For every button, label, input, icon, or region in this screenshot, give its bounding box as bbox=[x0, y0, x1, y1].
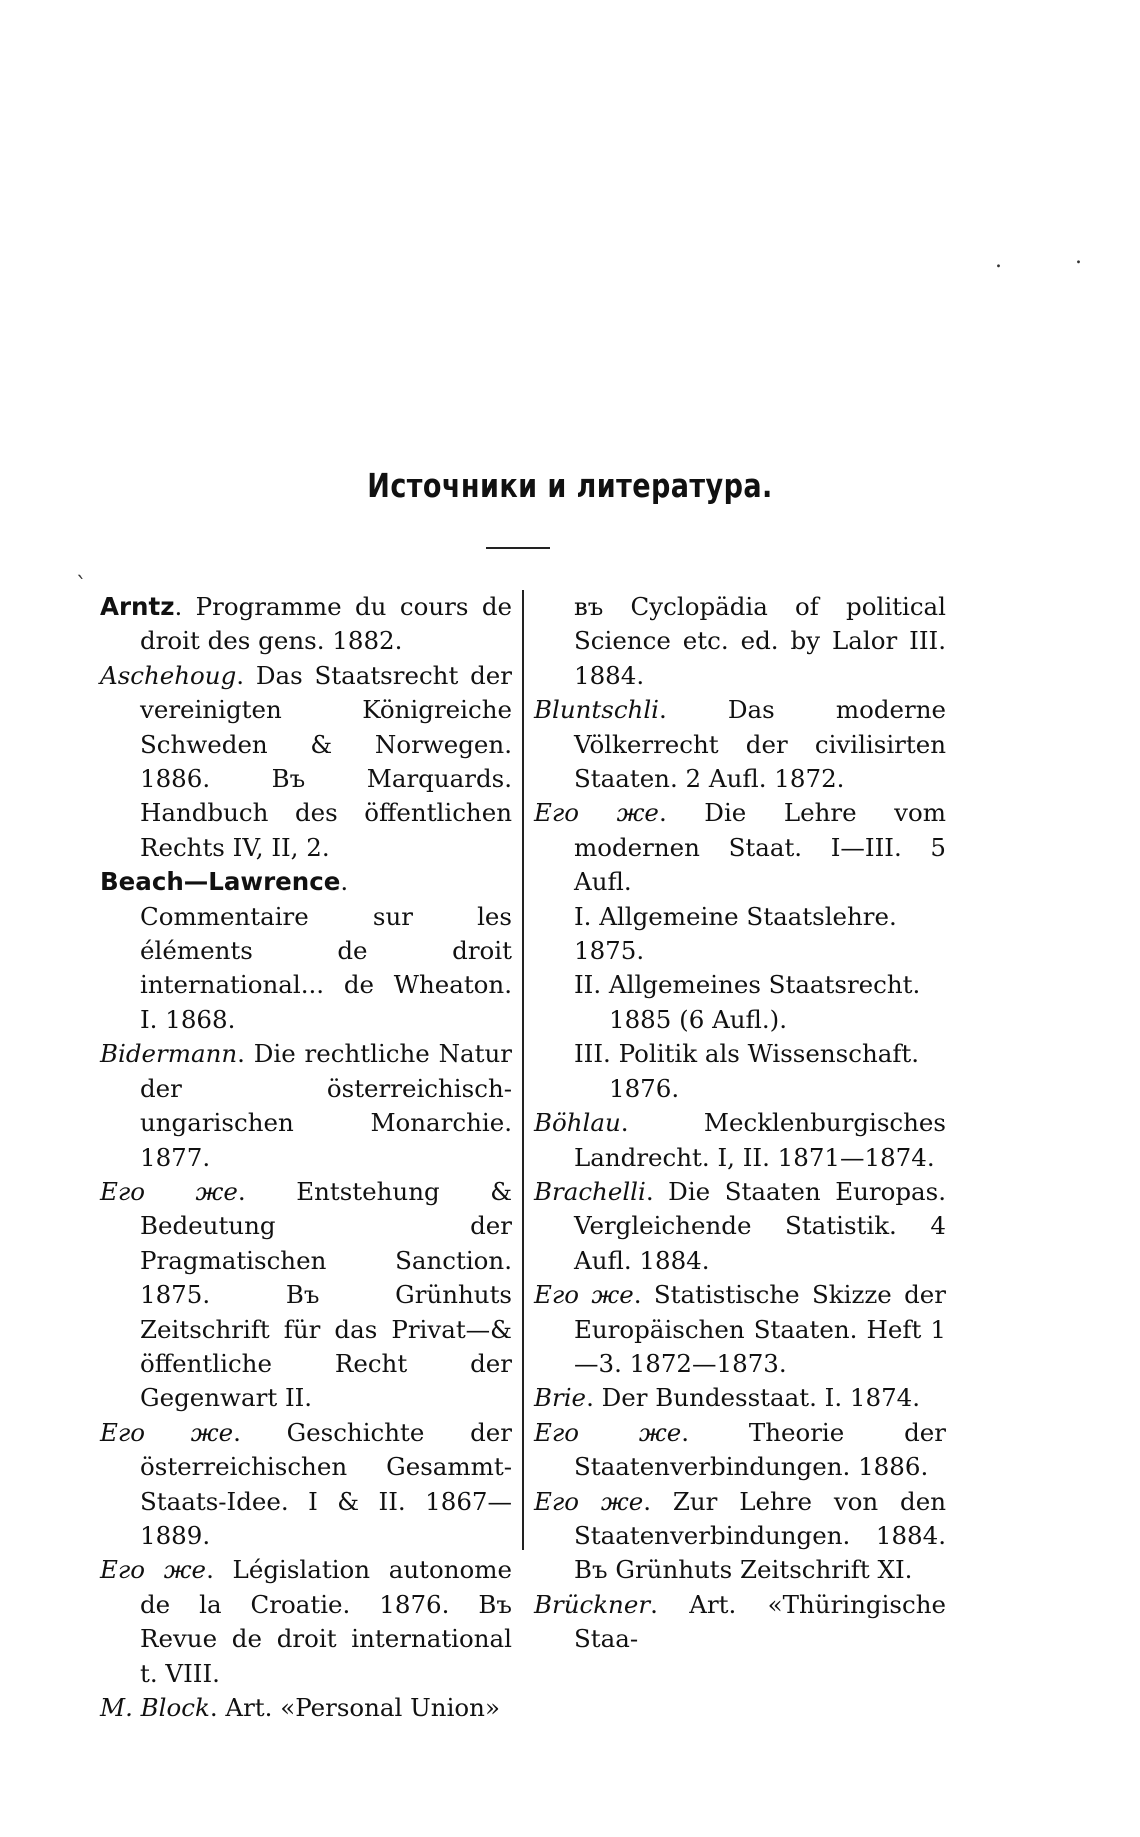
entry-text: . Commentaire sur les éléments de droit international... de Wheaton. I. 1868. bbox=[140, 867, 512, 1034]
title-divider bbox=[486, 547, 550, 549]
speck: . bbox=[1075, 244, 1082, 269]
entry-text: . Art. «Personal Union» bbox=[209, 1693, 500, 1722]
left-column bbox=[100, 590, 512, 1725]
entry-author: Его же bbox=[534, 1417, 682, 1447]
entry-continuation: въ Cyclopädia of political Science etc. ed. by Lalor III. 1884. bbox=[574, 592, 946, 690]
entry-author: M. Block bbox=[100, 1693, 210, 1722]
entry-text: . Art. «Thüringische Staa- bbox=[574, 1589, 946, 1654]
entry-author: Его же bbox=[534, 1280, 634, 1310]
volume-line: I. Allgemeine Staatslehre. 1875. bbox=[574, 901, 897, 966]
bib-entry bbox=[534, 1485, 946, 1588]
bib-entry bbox=[534, 1588, 946, 1657]
right-column bbox=[534, 590, 946, 1657]
entry-author: Bidermann bbox=[100, 1039, 238, 1069]
bib-entry bbox=[100, 590, 512, 659]
entry-text: . Das Staatsrecht der vereinigten Königreiche Schweden & Norwegen. 1886. Въ Marquards. Handbuch des öffentlichen Rechts IV, II, 2. bbox=[140, 660, 512, 862]
column-divider bbox=[522, 590, 524, 1550]
bib-entry bbox=[534, 1278, 947, 1381]
entry-text: . Theorie der Staatenverbindungen. 1886. bbox=[574, 1417, 946, 1482]
entry-text: . Entstehung & Bedeutung der Pragmatischen Sanction. 1875. Въ Grünhuts Zeitschrift für das Privat—& öffentliche Recht der Gegenwart II. bbox=[140, 1176, 513, 1413]
entry-text: . Geschichte der österreichischen Gesammt-Staats-Idee. I & II. 1867—1889. bbox=[140, 1417, 512, 1550]
entry-author: Böhlau bbox=[534, 1108, 621, 1138]
entry-author: Aschehoug bbox=[100, 660, 237, 690]
speck: ` bbox=[76, 574, 87, 599]
entry-author: Его же bbox=[100, 1176, 238, 1206]
bib-entry bbox=[534, 693, 946, 796]
entry-text: . Zur Lehre von den Staatenverbindungen. 1884. Въ Grünhuts Zeitschrift XI. bbox=[574, 1486, 946, 1585]
bib-entry bbox=[100, 1416, 512, 1554]
entry-text: . Mecklenburgisches Landrecht. I, II. 1871—1874. bbox=[574, 1108, 946, 1172]
entry-author: Его же bbox=[534, 1486, 644, 1516]
volume-line: 1876. bbox=[609, 1073, 680, 1103]
page-title: Источники и литература. bbox=[367, 466, 773, 505]
speck: . bbox=[995, 248, 1002, 273]
entry-author: Arntz bbox=[100, 592, 175, 621]
entry-author: Beach—Lawrence bbox=[100, 867, 341, 897]
bib-entry bbox=[100, 1175, 513, 1416]
bib-entry bbox=[100, 1553, 512, 1691]
entry-author: Brie bbox=[534, 1383, 587, 1413]
entry-text: . Programme du cours de droit des gens. 1882. bbox=[140, 592, 512, 656]
entry-text: . Das moderne Völkerrecht der civilisirten Staaten. 2 Aufl. 1872. bbox=[574, 695, 946, 794]
bib-entry bbox=[100, 659, 512, 865]
entry-author: Brückner bbox=[534, 1589, 651, 1619]
bib-entry bbox=[534, 1175, 946, 1278]
entry-text: . Législation autonome de la Croatie. 1876. Въ Revue de droit international t. VIII. bbox=[140, 1555, 512, 1688]
entry-author: Bluntschli bbox=[534, 695, 659, 725]
bib-entry bbox=[534, 1416, 946, 1485]
entry-text: . Statistische Skizze der Europäischen Staaten. Heft 1—3. 1872—1873. bbox=[574, 1280, 947, 1378]
bib-entry bbox=[534, 1106, 946, 1175]
volume-line: II. Allgemeines Staatsrecht. bbox=[574, 970, 921, 1000]
volume-line: III. Politik als Wissenschaft. bbox=[574, 1039, 920, 1069]
entry-text: . Die Staaten Europas. Vergleichende Statistik. 4 Aufl. 1884. bbox=[574, 1176, 946, 1275]
entry-text: . Die Lehre vom modernen Staat. I—III. 5 Aufl. bbox=[574, 798, 946, 897]
bib-entry bbox=[534, 796, 946, 899]
bib-entry bbox=[100, 1691, 512, 1725]
bib-entry bbox=[100, 865, 512, 1037]
entry-author: Его же bbox=[534, 798, 659, 828]
entry-text: . Der Bundesstaat. I. 1874. bbox=[586, 1383, 921, 1413]
entry-author: Brachelli bbox=[534, 1176, 646, 1206]
bib-entry bbox=[534, 1381, 946, 1415]
entry-author: Его же bbox=[100, 1555, 207, 1585]
volume-line: 1885 (6 Aufl.). bbox=[609, 1004, 788, 1034]
entry-author: Его же bbox=[100, 1417, 234, 1447]
entry-text: . Die rechtliche Natur der österreichisch-ungarischen Monarchie. 1877. bbox=[140, 1039, 512, 1172]
bib-entry bbox=[100, 1037, 512, 1175]
